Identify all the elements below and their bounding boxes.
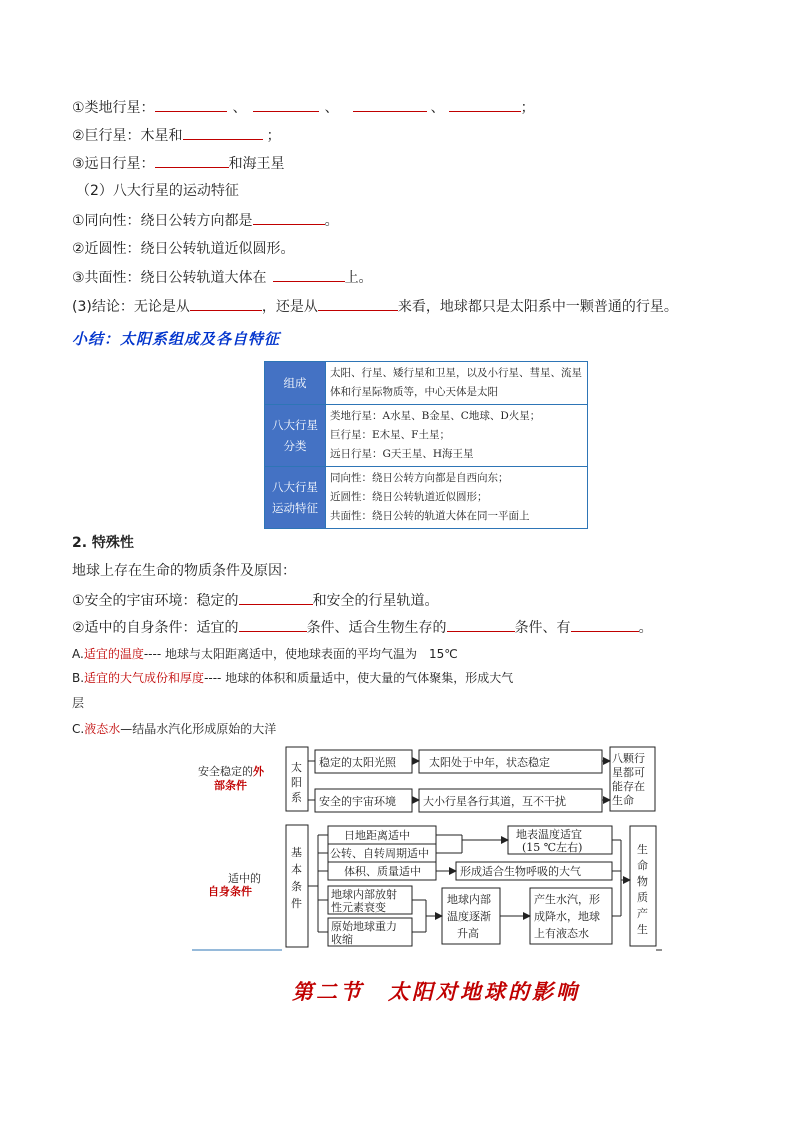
line-terrestrial-planets: ①类地行星： 、 、 、 ； (72, 97, 535, 118)
life-char: 生 (637, 843, 648, 856)
line-self-conditions: ②适中的自身条件：适宜的 条件、适合生物生存的 条件、有 。 (72, 617, 653, 638)
table-head: 八大行星运动特征 (265, 467, 326, 529)
interior-line: 温度逐渐 (447, 910, 491, 923)
item-a: A.适宜的温度---- 地球与太阳距离适中，使地球表面的平均气温为 15℃ (72, 647, 458, 661)
eight-planets-line: 生命 (612, 794, 634, 807)
line-motion-heading: （2）八大行星的运动特征 (76, 183, 239, 199)
sun-midlife: 太阳处于中年，状态稳定 (429, 756, 550, 769)
radioactive-line: 地球内部放射 (331, 888, 397, 901)
item-b-cont: 层 (72, 696, 85, 710)
life-char: 物 (637, 875, 648, 888)
interior-line: 地球内部 (447, 893, 491, 906)
line-near-circular: ②近圆性：绕日公转轨道近似圆形。 (72, 241, 295, 257)
eight-planets-line: 能存在 (612, 780, 645, 793)
outer-conditions-label2: 部条件 (214, 779, 247, 792)
outer-conditions-label: 安全稳定的外 (198, 765, 264, 778)
water-line: 上有液态水 (534, 927, 589, 940)
small-planets: 大小行星各行其道，互不干扰 (423, 795, 566, 808)
gravity-line: 原始地球重力 (331, 920, 397, 933)
eight-planets-line: 星都可 (612, 766, 645, 779)
atmosphere: 形成适合生物呼吸的大气 (460, 865, 581, 878)
life-char: 命 (637, 859, 648, 872)
solar-system-char: 系 (291, 791, 302, 804)
stable-sun: 稳定的太阳光照 (319, 756, 396, 769)
basic-char: 件 (291, 897, 302, 910)
section-title: 第二节 太阳对地球的影响 (292, 979, 580, 1004)
volume: 体积、质量适中 (344, 865, 421, 878)
table-cell: 太阳、行星、矮行星和卫星，以及小行星、彗星、流星体和行星际物质等，中心天体是太阳 (326, 362, 588, 405)
gravity-line: 收缩 (331, 933, 353, 946)
life-char: 生 (637, 923, 648, 936)
temp-line: (15 ℃左右) (522, 841, 583, 854)
water-line: 成降水，地球 (534, 910, 600, 923)
distance: 日地距离适中 (344, 829, 410, 842)
eight-planets-line: 八颗行 (612, 752, 645, 765)
life-char: 质 (637, 891, 648, 904)
table-cell: 类地行星：A水星、B金星、C地球、D火星； 巨行星：E木星、F土星； 远日行星：G天王星、H海王星 (326, 405, 588, 467)
item-c: C.液态水—结晶水汽化形成原始的大洋 (72, 722, 277, 736)
line-safe-env: ①安全的宇宙环境：稳定的 和安全的行星轨道。 (72, 590, 439, 611)
radioactive-line: 性元素衰变 (331, 901, 386, 914)
line-ice-giants: ③远日行星： 和海王星 (72, 153, 285, 174)
line-conclusion: (3)结论：无论是从 ，还是从 来看，地球都只是太阳系中一颗普通的行星。 (72, 296, 678, 317)
inner-conditions-label: 适中的 (228, 872, 261, 885)
summary-title: 小结：太阳系组成及各自特征 (72, 330, 281, 348)
inner-conditions-label2: 自身条件 (208, 885, 252, 898)
item-b: B.适宜的大气成份和厚度---- 地球的体积和质量适中，使大量的气体聚集，形成大气 (72, 671, 514, 685)
table-cell: 同向性：绕日公转方向都是自西向东； 近圆性：绕日公转轨道近似圆形； 共面性：绕日公转的轨道大体在同一平面上 (326, 467, 588, 529)
section-special-heading: 2. 特殊性 (72, 535, 134, 551)
special-intro: 地球上存在生命的物质条件及原因： (72, 563, 296, 579)
table-head: 组成 (265, 362, 326, 405)
life-char: 产 (637, 907, 648, 920)
basic-char: 条 (291, 880, 302, 893)
basic-char: 基 (291, 846, 302, 859)
basic-char: 本 (291, 863, 302, 876)
water-line: 产生水汽，形 (534, 893, 600, 906)
rotation: 公转、自转周期适中 (330, 847, 429, 860)
interior-line: 升高 (457, 927, 479, 940)
line-same-direction: ①同向性：绕日公转方向都是 。 (72, 210, 339, 231)
temp-line: 地表温度适宜 (516, 828, 582, 841)
line-giant-planets: ②巨行星：木星和 ； (72, 125, 281, 146)
solar-system-char: 太 (291, 761, 302, 774)
line-coplanar: ③共面性：绕日公转轨道大体在 上。 (72, 267, 373, 288)
safe-env: 安全的宇宙环境 (319, 795, 396, 808)
solar-system-char: 阳 (291, 776, 302, 789)
table-head: 八大行星分类 (265, 405, 326, 467)
